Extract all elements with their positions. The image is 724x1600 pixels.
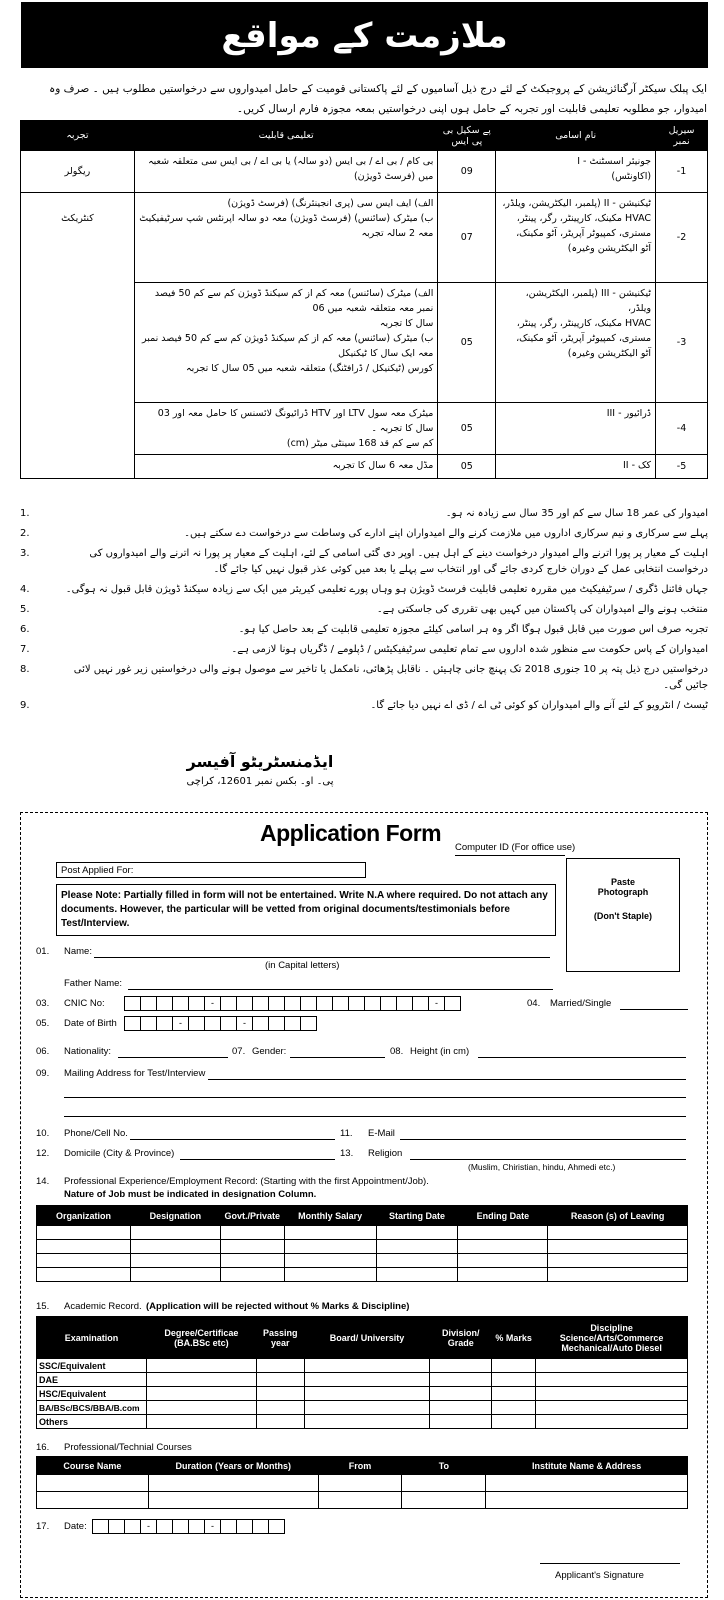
intro-paragraph: ایک پبلک سیکٹر آرگنائزیشن کے پروجیکٹ کے لئے درج ذیل آسامیوں کے لئے پاکستانی قومیت کے حامل امیدواروں سے درخواستیں مطلوب ہیں ۔ صرف وہ امیدوار، جو مطلوبہ تعلیمی قابلیت اور تجربہ کے حامل ہوں اپنی درخواستیں بمعہ مجوزہ فارم ارسال کریں۔ xyxy=(49,83,707,115)
job-serial: 3- xyxy=(656,283,708,403)
religion-label: Religion xyxy=(368,1148,403,1159)
signature-line[interactable] xyxy=(540,1563,680,1564)
experience-sub-label: Nature of Job must be indicated in designation Column. xyxy=(64,1189,317,1200)
acad-header: Degree/Certificae (BA.BSc etc) xyxy=(146,1317,256,1359)
exp-header: Monthly Salary xyxy=(284,1206,376,1226)
qual-line: کورس (ٹیکنیکل / ڈرافٹنگ) متعلقہ شعبہ میں 05 سال کا تجربہ xyxy=(186,363,434,374)
religion-hint: (Muslim, Chiristian, hindu, Ahmedi etc.) xyxy=(468,1162,616,1172)
qual-line: بی کام / بی اے / بی ایس (دو سالہ) یا بی اے / بی ایس سی متعلقہ شعبہ میں (فرسٹ ڈویژن) xyxy=(148,156,434,182)
exp-row[interactable] xyxy=(37,1226,688,1240)
height-label: Height (in cm) xyxy=(410,1046,470,1057)
job-name xyxy=(496,403,656,455)
field-number: 11. xyxy=(340,1128,353,1139)
date-boxes[interactable]: - - xyxy=(92,1519,284,1534)
qual-line: کم سے کم قد 168 سینٹی میٹر (cm) xyxy=(286,438,434,449)
acad-row[interactable] xyxy=(37,1401,688,1415)
exp-row[interactable] xyxy=(37,1254,688,1268)
job-qualification xyxy=(134,151,437,193)
acad-row-label: HSC/Equivalent xyxy=(37,1387,147,1401)
condition-text: درخواستیں درج ذیل پتہ پر 10 جنوری 2018 تک پہنچ جانی چاہیئں ۔ ناقابل پڑھائی، نامکمل یا تاخیر سے موصول ہونے والی درخواستیں زیر غور نہیں لائی جائیں گی۔ xyxy=(73,664,708,691)
acad-header-row xyxy=(37,1317,688,1359)
officer-title: ایڈمنسٹریٹو آفیسر xyxy=(186,752,334,771)
father-name-label: Father Name: xyxy=(64,978,123,989)
job-name-line: آٹو الیکٹریشن وغیرہ) xyxy=(567,348,652,359)
field-number: 17. xyxy=(36,1521,50,1532)
job-name-line: ڈرائیور - III xyxy=(606,408,652,419)
course-header: To xyxy=(402,1457,486,1475)
condition-num: 4. xyxy=(20,584,30,595)
condition-num: 8. xyxy=(20,664,30,675)
computer-id-line xyxy=(455,855,565,856)
condition-num: 1. xyxy=(20,508,30,519)
academic-table xyxy=(36,1316,688,1429)
phone-field[interactable] xyxy=(130,1139,335,1140)
domicile-label: Domicile (City & Province) xyxy=(64,1148,175,1159)
condition-text: جہاں فائنل ڈگری / سرٹیفیکیٹ میں مقررہ تعلیمی قابلیت فرسٹ ڈویژن ہو وہاں پورے تعلیمی کیریئر میں ایک سے زیادہ سیکنڈ ڈویژن قابل قبول نہ ہوگی۔ xyxy=(65,584,708,595)
signature-label: Applicant's Signature xyxy=(555,1570,644,1581)
job-name-line: جونیئر اسسٹنٹ - I xyxy=(577,156,652,167)
officer-address: پی۔ او۔ بکس نمبر 12601، کراچی xyxy=(186,776,334,787)
job-qualification xyxy=(134,403,437,455)
condition-text: منتخب ہونے والے امیدواران کی پاکستان میں کہیں بھی تقرری کی جاسکتی ہے۔ xyxy=(376,604,708,615)
exp-header: Designation xyxy=(130,1206,220,1226)
acad-header: Division/ Grade xyxy=(430,1317,492,1359)
exp-header-row xyxy=(37,1206,688,1226)
field-number: 04. xyxy=(527,998,541,1009)
condition-item xyxy=(20,582,708,598)
gender-label: Gender: xyxy=(252,1046,287,1057)
field-number: 06. xyxy=(36,1046,50,1057)
job-name-line: (اکاونٹس) xyxy=(611,171,652,182)
acad-row-label: Others xyxy=(37,1415,147,1429)
condition-num: 9. xyxy=(20,700,30,711)
job-name-line: HVAC مکینک، کارپینٹر، رگر، پینٹر، xyxy=(516,318,652,329)
academic-label: Academic Record. xyxy=(64,1301,142,1312)
cnic-label: CNIC No: xyxy=(64,998,105,1009)
phone-label: Phone/Cell No. xyxy=(64,1128,128,1139)
field-number: 01. xyxy=(36,946,50,957)
acad-row-label: SSC/Equivalent xyxy=(37,1359,147,1373)
cnic-boxes[interactable]: - - xyxy=(124,996,460,1011)
condition-text: امیدوار کی عمر 18 سال سے کم اور 35 سال سے زیادہ نہ ہو۔ xyxy=(445,508,708,519)
condition-item xyxy=(20,602,708,618)
height-field[interactable] xyxy=(478,1057,686,1058)
th-name: نام اسامی xyxy=(496,121,656,151)
course-header: Duration (Years or Months) xyxy=(148,1457,318,1475)
acad-row-label: DAE xyxy=(37,1373,147,1387)
field-number: 14. xyxy=(36,1176,50,1187)
exp-header: Organization xyxy=(37,1206,131,1226)
married-single-field[interactable] xyxy=(620,1009,688,1010)
job-name-line: کک - II xyxy=(622,460,652,471)
computer-id-label: Computer ID (For office use) xyxy=(455,842,576,853)
acad-header: % Marks xyxy=(492,1317,536,1359)
qual-line: میٹرک معہ سول LTV اور HTV ڈرائیونگ لائسنس کا حامل معہ اور 03 سال کا تجربہ ۔ xyxy=(157,408,434,434)
mailing-address-field[interactable] xyxy=(64,1097,686,1098)
job-name xyxy=(496,283,656,403)
page-banner-title: ملازمت کے مواقع xyxy=(21,2,708,68)
courses-table xyxy=(36,1456,688,1509)
course-row[interactable] xyxy=(37,1475,688,1492)
job-name xyxy=(496,455,656,479)
dob-label: Date of Birth xyxy=(64,1018,117,1029)
job-serial: 2- xyxy=(656,193,708,283)
mailing-address-field[interactable] xyxy=(64,1116,686,1117)
condition-num: 5. xyxy=(20,604,30,615)
condition-num: 3. xyxy=(20,548,30,559)
condition-item xyxy=(20,546,708,578)
th-experience: تجربہ xyxy=(21,121,135,151)
father-name-field[interactable] xyxy=(128,989,553,990)
qual-line: مڈل معہ 6 سال کا تجربہ xyxy=(332,460,434,471)
acad-row[interactable] xyxy=(37,1359,688,1373)
acad-row[interactable] xyxy=(37,1387,688,1401)
field-number: 08. xyxy=(390,1046,404,1057)
job-bps: 05 xyxy=(438,283,496,403)
form-title: Application Form xyxy=(260,820,442,846)
condition-item xyxy=(20,698,708,714)
job-qualification xyxy=(134,283,437,403)
field-number: 16. xyxy=(36,1442,50,1453)
th-qualification: تعلیمی قابلیت xyxy=(134,121,437,151)
domicile-field[interactable] xyxy=(180,1159,335,1160)
field-number: 07. xyxy=(232,1046,246,1057)
job-bps: 05 xyxy=(438,455,496,479)
academic-sub-label: (Application will be rejected without % Marks & Discipline) xyxy=(146,1301,410,1312)
condition-item xyxy=(20,642,708,658)
condition-text: تجربہ صرف اس صورت میں قابل قبول ہوگا اگر وہ ہر اسامی کیلئے مجوزہ تعلیمی قابلیت کے بعد حاصل کیا ہو۔ xyxy=(238,624,708,635)
courses-label: Professional/Technial Courses xyxy=(64,1442,192,1453)
photo-text: (Don't Staple) xyxy=(593,911,653,921)
job-qualification xyxy=(134,455,437,479)
job-bps: 09 xyxy=(438,151,496,193)
course-header: From xyxy=(318,1457,402,1475)
job-name-line: مستری، کمپیوٹر آپریٹر، آٹو مکینک، xyxy=(516,228,652,239)
course-row[interactable] xyxy=(37,1492,688,1509)
condition-item xyxy=(20,622,708,638)
photo-text: Photograph xyxy=(597,887,649,897)
exp-header: Starting Date xyxy=(376,1206,458,1226)
condition-item xyxy=(20,506,708,522)
acad-row-label: BA/BSc/BCS/BBA/B.com xyxy=(37,1401,147,1415)
field-number: 12. xyxy=(36,1148,50,1159)
field-number: 13. xyxy=(340,1148,354,1159)
mailing-address-field[interactable] xyxy=(208,1079,686,1080)
job-name-line: HVAC مکینک، کارپینٹر، رگر، پینٹر، xyxy=(516,213,652,224)
exp-row[interactable] xyxy=(37,1268,688,1282)
experience-contract: کنٹریکٹ xyxy=(21,193,135,479)
field-number: 09. xyxy=(36,1068,50,1079)
th-bps: پے سکیل بی پی ایس xyxy=(438,121,496,151)
job-name-line: مستری، کمپیوٹر آپریٹر، آٹو مکینک، xyxy=(516,333,652,344)
post-applied-field[interactable]: Post Applied For: xyxy=(56,862,366,878)
nationality-label: Nationality: xyxy=(64,1046,111,1057)
name-field[interactable] xyxy=(94,957,550,958)
job-name-line: آٹو الیکٹریشن وغیرہ) xyxy=(567,243,652,254)
experience-regular: ریگولر xyxy=(21,151,135,193)
condition-text: پہلے سے سرکاری و نیم سرکاری اداروں میں ملازمت کرنے والے امیدواران اپنے ادارے کی وساطت سے درخواست دے سکتے ہیں۔ xyxy=(184,528,708,539)
acad-header: Discipline Science/Arts/Commerce Mechanical/Auto Diesel xyxy=(536,1317,688,1359)
jobs-header-row xyxy=(21,121,708,151)
course-header: Institute Name & Address xyxy=(486,1457,688,1475)
exp-header: Govt./Private xyxy=(220,1206,284,1226)
email-label: E-Mail xyxy=(368,1128,395,1139)
job-bps: 05 xyxy=(438,403,496,455)
course-header: Course Name xyxy=(37,1457,149,1475)
acad-row[interactable] xyxy=(37,1373,688,1387)
condition-num: 2. xyxy=(20,528,30,539)
job-bps: 07 xyxy=(438,193,496,283)
gender-field[interactable] xyxy=(290,1057,385,1058)
job-serial: 1- xyxy=(656,151,708,193)
condition-item xyxy=(20,526,708,542)
job-qualification xyxy=(134,193,437,283)
qual-line: الف) ایف ایس سی (پری انجینئرنگ) (فرسٹ ڈویژن) xyxy=(227,198,434,209)
condition-num: 6. xyxy=(20,624,30,635)
job-row xyxy=(21,151,708,193)
condition-text: ٹیسٹ / انٹرویو کے لئے آنے والے امیدواران کو کوئی ٹی اے / ڈی اے نہیں دیا جائے گا۔ xyxy=(370,700,708,711)
name-label: Name: xyxy=(64,946,92,957)
field-number: 03. xyxy=(36,998,50,1009)
exp-row[interactable] xyxy=(37,1240,688,1254)
conditions-list xyxy=(20,506,708,718)
exp-header: Ending Date xyxy=(458,1206,548,1226)
exp-header: Reason (s) of Leaving xyxy=(548,1206,688,1226)
date-label: Date: xyxy=(64,1521,87,1532)
job-serial: 5- xyxy=(656,455,708,479)
capital-letters-hint: (in Capital letters) xyxy=(265,960,340,971)
job-serial: 4- xyxy=(656,403,708,455)
field-number: 15. xyxy=(36,1301,50,1312)
religion-field[interactable] xyxy=(410,1159,686,1160)
qual-line: الف) میٹرک (سائنس) معہ کم از کم سیکنڈ ڈویژن کم سے کم 50 فیصد نمبر معہ متعلقہ شعبہ میں 06 xyxy=(154,288,434,314)
dob-boxes[interactable]: - - xyxy=(124,1016,316,1031)
acad-header: Board/ University xyxy=(304,1317,430,1359)
field-number: 10. xyxy=(36,1128,50,1139)
email-field[interactable] xyxy=(400,1139,686,1140)
experience-label: Professional Experience/Employment Record: (Starting with the first Appointment/Job). xyxy=(64,1176,429,1187)
photo-box xyxy=(566,858,680,972)
condition-item xyxy=(20,662,708,694)
acad-header: Examination xyxy=(37,1317,147,1359)
job-row xyxy=(21,193,708,283)
qual-line: ب) میٹرک (سائنس) معہ کم از کم سیکنڈ ڈویژن کم سے کم 50 فیصد نمبر معہ ایک سال کا ٹیکنیکل xyxy=(142,333,434,359)
married-single-label: Married/Single xyxy=(550,998,612,1009)
job-name xyxy=(496,151,656,193)
qual-line: سال کا تجربہ xyxy=(379,318,434,329)
condition-num: 7. xyxy=(20,644,30,655)
qual-line: ب) میٹرک (سائنس) (فرسٹ ڈویژن) معہ دو سالہ اپرنٹس شپ سرٹیفیکیٹ معہ 2 سالہ تجربہ xyxy=(139,213,434,239)
acad-header: Passing year xyxy=(256,1317,304,1359)
condition-text: امیدواران کے پاس حکومت سے منظور شدہ اداروں سے تمام تعلیمی سرٹیفیکیٹس / ڈپلومے / ڈگریاں ہونا لازمی ہے۔ xyxy=(231,644,708,655)
job-name xyxy=(496,193,656,283)
nationality-field[interactable] xyxy=(118,1057,228,1058)
photo-text: Paste xyxy=(610,877,636,887)
course-header-row xyxy=(37,1457,688,1475)
field-number: 05. xyxy=(36,1018,50,1029)
please-note-box: Please Note: Partially filled in form will not be entertained. Write N.A where required. Do not attach any documents. However, the particular will be vetted from original documents/testimonials before Test/Interview. xyxy=(56,884,556,936)
acad-row[interactable] xyxy=(37,1415,688,1429)
mailing-address-label: Mailing Address for Test/Interview xyxy=(64,1068,206,1079)
th-serial: سیریل نمبر xyxy=(656,121,708,151)
experience-table xyxy=(36,1205,688,1282)
job-name-line: ٹیکنیشن - III (پلمبر، الیکٹریشن، ویلڈر، xyxy=(525,288,652,314)
condition-text: اہلیت کے معیار پر پورا اترنے والے امیدوار درخواست دینے کے اہل ہیں۔ اوپر دی گئی اسامی کے لئے، اہلیت کے معیار پر پورا نہ اترنے والے امیدواروں کی درخواست انتخابی عمل کے دوران خارج کردی جائے گی اور انتخاب سے پہلے یا بعد میں کوئی عذر قبول نہیں کیا جائے گا۔ xyxy=(89,548,708,575)
jobs-table xyxy=(20,120,708,479)
job-name-line: ٹیکنیشن - II (پلمبر، الیکٹریشن، ویلڈر، xyxy=(502,198,652,209)
